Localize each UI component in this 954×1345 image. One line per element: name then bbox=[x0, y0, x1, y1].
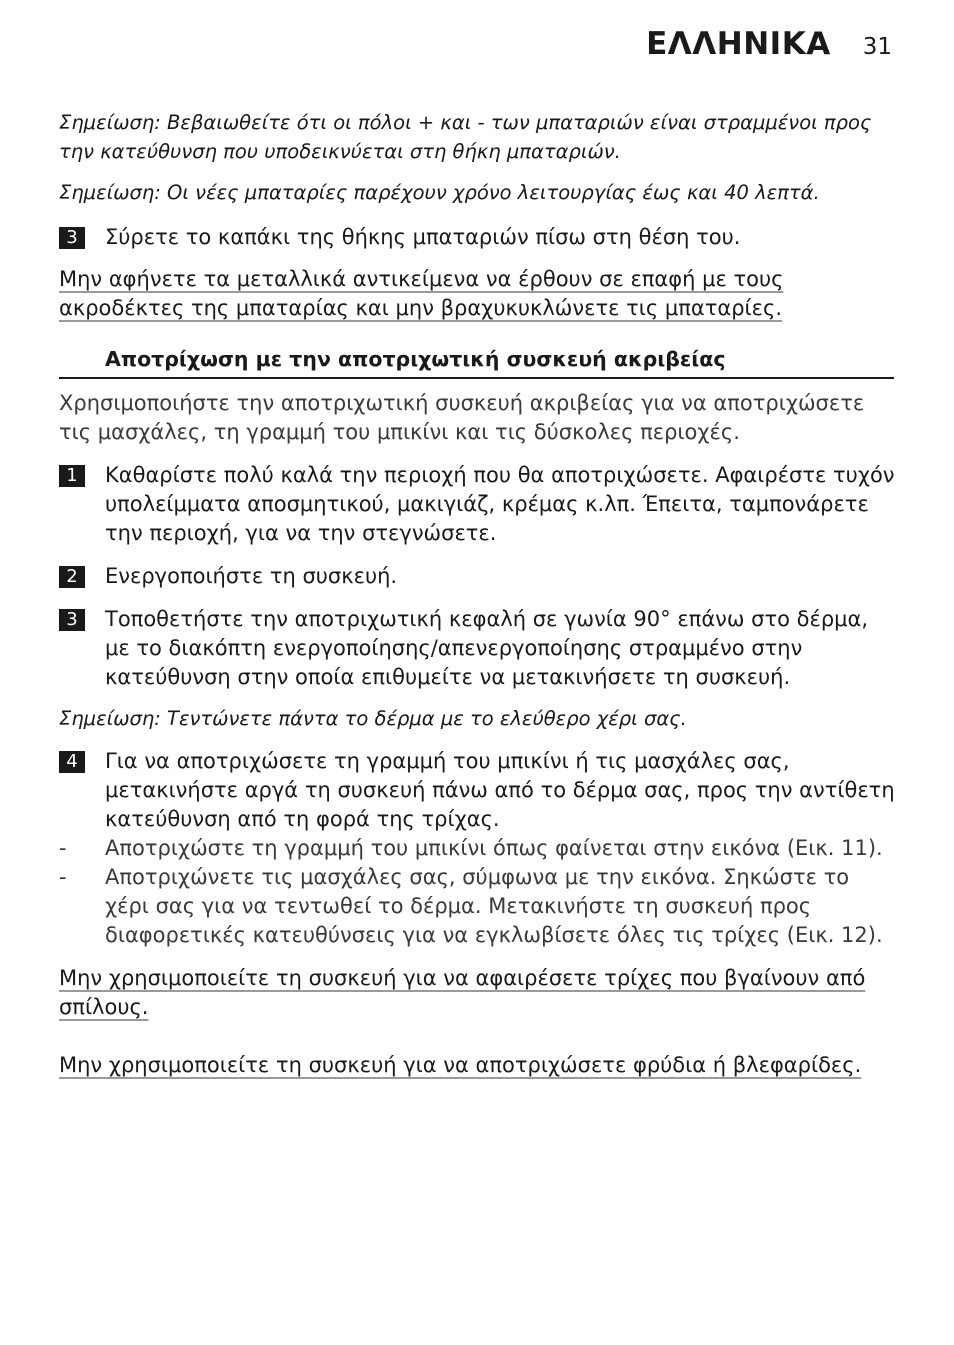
page-number: 31 bbox=[862, 34, 892, 60]
step-number-badge: 4 bbox=[59, 751, 85, 773]
page-header bbox=[646, 26, 892, 62]
warning-text: Μην χρησιμοποιείτε τη συσκευή για να αποτριχώσετε φρύδια ή βλεφαρίδες. bbox=[59, 1053, 862, 1077]
warning-moles bbox=[59, 964, 899, 1022]
step-1 bbox=[59, 461, 899, 548]
note-runtime: Σημείωση: Οι νέες μπαταρίες παρέχουν χρόνο λειτουργίας έως και 40 λεπτά. bbox=[59, 181, 820, 204]
step-4 bbox=[59, 747, 899, 834]
note-polarity: Σημείωση: Βεβαιωθείτε ότι οι πόλοι + και - των μπαταριών είναι στραμμένοι προς την κατεύθυνση που υποδεικνύεται στη θήκη μπαταριών. bbox=[59, 111, 872, 163]
section-title: Αποτρίχωση με την αποτριχωτική συσκευή ακριβείας bbox=[59, 345, 894, 379]
dash-item-bikini bbox=[59, 834, 899, 863]
page-content bbox=[59, 108, 899, 1080]
step-text: Σύρετε το καπάκι της θήκης μπαταριών πίσω στη θέση του. bbox=[105, 225, 741, 249]
dash-item-text: Αποτριχώνετε τις μασχάλες σας, σύμφωνα με την εικόνα. Σηκώστε το χέρι σας για να τεντωθεί το δέρμα. Μετακινήστε τη συσκευή προς διαφορετικές κατευθύνσεις για να εγκλωβίσετε όλες τις τρίχες (Εικ. 12). bbox=[105, 865, 883, 947]
step-text: Τοποθετήστε την αποτριχωτική κεφαλή σε γωνία 90° επάνω στο δέρμα, με το διακόπτη ενεργοποίησης/απενεργοποίησης στραμμένο στην κατεύθυνση στην οποία επιθυμείτε να μετακινήσετε τη συσκευή. bbox=[105, 607, 869, 689]
dash-item-text: Αποτριχώστε τη γραμμή του μπικίνι όπως φαίνεται στην εικόνα (Εικ. 11). bbox=[105, 836, 883, 860]
battery-step bbox=[59, 223, 899, 252]
battery-warning bbox=[59, 265, 899, 323]
warning-text: Μην αφήνετε τα μεταλλικά αντικείμενα να έρθουν σε επαφή με τους ακροδέκτες της μπαταρίας και μην βραχυκυκλώνετε τις μπαταρίες. bbox=[59, 267, 784, 320]
warning-eyebrows bbox=[59, 1051, 899, 1080]
step-text: Για να αποτριχώσετε τη γραμμή του μπικίνι ή τις μασχάλες σας, μετακινήστε αργά τη συσκευή πάνω από το δέρμα σας, προς την αντίθετη κατεύθυνση από τη φορά της τρίχας. bbox=[105, 749, 895, 831]
step-number-badge: 2 bbox=[59, 566, 85, 588]
step-number-badge: 3 bbox=[59, 227, 85, 249]
step-3 bbox=[59, 605, 899, 692]
step-2 bbox=[59, 562, 899, 591]
step-number-badge: 1 bbox=[59, 465, 85, 487]
step-number-badge: 3 bbox=[59, 609, 85, 631]
step-text: Καθαρίστε πολύ καλά την περιοχή που θα αποτριχώσετε. Αφαιρέστε τυχόν υπολείμματα αποσμητικού, μακιγιάζ, κρέμας κ.λπ. Έπειτα, ταμπονάρετε την περιοχή, για να την στεγνώσετε. bbox=[105, 463, 895, 545]
language-heading: ΕΛΛΗΝΙΚΑ bbox=[646, 26, 831, 62]
dash-bullet: - bbox=[59, 836, 67, 860]
dash-bullet: - bbox=[59, 865, 67, 889]
dash-item-underarms bbox=[59, 863, 899, 950]
note-skin: Σημείωση: Τεντώνετε πάντα το δέρμα με το ελεύθερο χέρι σας. bbox=[59, 707, 687, 730]
step-text: Ενεργοποιήστε τη συσκευή. bbox=[105, 564, 398, 588]
warning-text: Μην χρησιμοποιείτε τη συσκευή για να αφαιρέσετε τρίχες που βγαίνουν από σπίλους. bbox=[59, 966, 866, 1019]
section-intro: Χρησιμοποιήστε την αποτριχωτική συσκευή ακριβείας για να αποτριχώσετε τις μασχάλες, τη γραμμή του μπικίνι και τις δύσκολες περιοχές. bbox=[59, 391, 865, 444]
